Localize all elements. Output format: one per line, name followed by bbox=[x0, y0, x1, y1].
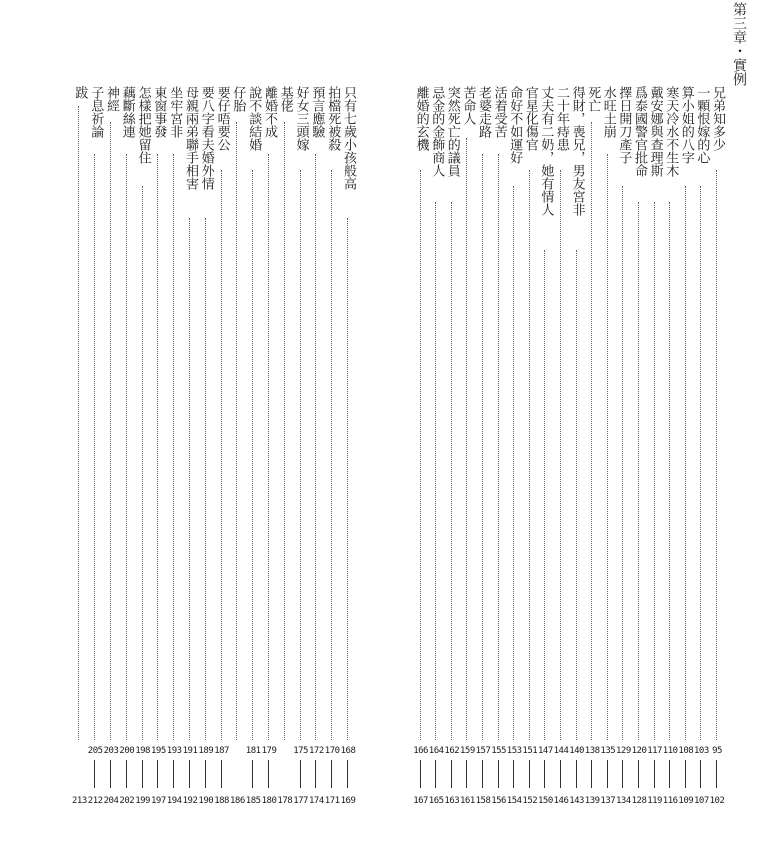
page-start-number: 166 bbox=[413, 746, 428, 756]
toc-entry-title: 只有七歲小孩般高 bbox=[341, 86, 356, 190]
page-end-number: 192 bbox=[182, 796, 198, 806]
page-range-dash bbox=[576, 760, 577, 788]
page-end-number: 134 bbox=[616, 796, 631, 806]
toc-entry-title: 突然死亡的議員 bbox=[444, 86, 460, 177]
page-range-dash bbox=[622, 760, 623, 788]
page-end-number: 161 bbox=[460, 796, 475, 806]
toc-entry-title: 拍檔死被殺 bbox=[325, 86, 341, 151]
page-range-dash bbox=[700, 760, 701, 788]
page-end-number: 177 bbox=[293, 796, 308, 806]
toc-entry-title: 命好不如運好 bbox=[507, 86, 523, 164]
page-range-dash bbox=[189, 760, 190, 788]
toc-entry-title: 藕斷絲連 bbox=[119, 86, 135, 138]
page-end-number: 204 bbox=[103, 796, 119, 806]
dot-leader bbox=[466, 138, 467, 740]
page-range-dash bbox=[157, 760, 158, 788]
page-start-number: 189 bbox=[198, 746, 214, 756]
page-range-dash bbox=[252, 760, 253, 788]
dot-leader bbox=[347, 218, 348, 740]
page-start-number: 168 bbox=[340, 746, 356, 756]
toc-entry-title: 苦命人 bbox=[460, 86, 476, 125]
page-end-number: 102 bbox=[709, 796, 725, 806]
page-end-number: 199 bbox=[135, 796, 150, 806]
page-range-dash bbox=[685, 760, 686, 788]
page-end-number: 116 bbox=[662, 796, 678, 806]
toc-entry-title: 活着受苦 bbox=[491, 86, 507, 138]
page-range-dash bbox=[142, 760, 143, 788]
page-start-number: 110 bbox=[662, 746, 678, 756]
toc-entry-title: 爲泰國警官批命 bbox=[632, 86, 647, 177]
page-end-number: 213 bbox=[72, 796, 87, 806]
page-start-number: 135 bbox=[600, 746, 616, 756]
page-end-number: 139 bbox=[584, 796, 600, 806]
toc-entry-title: 算小姐的八字 bbox=[678, 86, 694, 164]
toc-entry-title: 丈夫有二奶，她有情人 bbox=[538, 86, 554, 216]
toc-entry-title: 怎樣把她留住 bbox=[135, 86, 151, 164]
dot-leader bbox=[221, 170, 222, 740]
page-start-number: 203 bbox=[103, 746, 119, 756]
page-start-number: 151 bbox=[522, 746, 538, 756]
page-end-number: 150 bbox=[538, 796, 553, 806]
dot-leader bbox=[189, 218, 190, 740]
page-end-number: 190 bbox=[198, 796, 214, 806]
toc-entry-title: 離婚的玄機 bbox=[413, 86, 429, 151]
dot-leader bbox=[669, 202, 670, 740]
page-end-number: 188 bbox=[214, 796, 229, 806]
dot-leader bbox=[173, 154, 174, 740]
page-start-number: 198 bbox=[135, 746, 150, 756]
toc-entry-title: 得財，喪兄，男友宮非 bbox=[569, 86, 585, 216]
page-range-dash bbox=[173, 760, 174, 788]
toc-entry-title: 擇日開刀產子 bbox=[616, 86, 632, 164]
page-end-number: 154 bbox=[506, 796, 522, 806]
page-range-dash bbox=[669, 760, 670, 788]
page-start-number: 179 bbox=[261, 746, 277, 756]
page-start-number: 153 bbox=[506, 746, 522, 756]
dot-leader bbox=[700, 186, 701, 740]
page-start-number: 138 bbox=[584, 746, 600, 756]
dot-leader bbox=[94, 154, 95, 740]
dot-leader bbox=[451, 202, 452, 740]
page-start-number: 117 bbox=[647, 746, 662, 756]
toc-entry-title: 母親兩弟聯手相害 bbox=[183, 86, 198, 190]
page-start-number: 195 bbox=[151, 746, 166, 756]
page-end-number: 194 bbox=[166, 796, 182, 806]
page-range-dash bbox=[560, 760, 561, 788]
toc-entry-title: 兄弟知多少 bbox=[710, 86, 725, 151]
dot-leader bbox=[654, 202, 655, 740]
page-range-dash bbox=[110, 760, 111, 788]
toc-entry-title: 跋 bbox=[72, 86, 88, 99]
page-start-number: 172 bbox=[309, 746, 324, 756]
page-range-dash bbox=[654, 760, 655, 788]
dot-leader bbox=[435, 202, 436, 740]
toc-entry-title: 戴安娜與查理斯 bbox=[647, 86, 663, 177]
toc-entry-title: 一顆恨嫁的心 bbox=[694, 86, 710, 164]
toc-entry-title: 基佬 bbox=[277, 86, 293, 112]
toc-entry bbox=[411, 0, 431, 857]
page-start-number: 193 bbox=[166, 746, 182, 756]
page-end-number: 202 bbox=[119, 796, 135, 806]
page-range-dash bbox=[205, 760, 206, 788]
dot-leader bbox=[560, 170, 561, 740]
dot-leader bbox=[205, 218, 206, 740]
page-start-number: 200 bbox=[119, 746, 135, 756]
toc-entry-title: 東窗事發 bbox=[151, 86, 167, 138]
toc-entry-title: 仔胎 bbox=[230, 86, 246, 112]
page-start-number: 191 bbox=[182, 746, 198, 756]
page-start-number: 164 bbox=[428, 746, 444, 756]
page-start-number: 157 bbox=[475, 746, 491, 756]
page-end-number: 180 bbox=[261, 796, 277, 806]
dot-leader bbox=[331, 170, 332, 740]
page-end-number: 143 bbox=[569, 796, 584, 806]
page-range-dash bbox=[94, 760, 95, 788]
page-range-dash bbox=[513, 760, 514, 788]
page-end-number: 156 bbox=[491, 796, 506, 806]
page-start-number: 205 bbox=[87, 746, 103, 756]
page-start-number: 175 bbox=[293, 746, 308, 756]
page-range-dash bbox=[716, 760, 717, 788]
page-start-number: 181 bbox=[245, 746, 261, 756]
page-range-dash bbox=[591, 760, 592, 788]
toc-entry-title: 要仔唔要公 bbox=[214, 86, 230, 151]
page-end-number: 197 bbox=[151, 796, 166, 806]
page-range-dash bbox=[435, 760, 436, 788]
toc-entry-title: 好女三頭嫁 bbox=[293, 86, 309, 151]
page-end-number: 186 bbox=[230, 796, 245, 806]
page-range-dash bbox=[451, 760, 452, 788]
toc-entry-title: 二十年痔患 bbox=[554, 86, 569, 151]
dot-leader bbox=[622, 186, 623, 740]
dot-leader bbox=[685, 186, 686, 740]
page-range-dash bbox=[544, 760, 545, 788]
toc-entry-title: 寒天冷水不生木 bbox=[663, 86, 679, 177]
toc-entry-title: 死亡 bbox=[585, 86, 601, 112]
page-range-dash bbox=[300, 760, 301, 788]
dot-leader bbox=[157, 154, 158, 740]
page-range-dash bbox=[331, 760, 332, 788]
page-end-number: 152 bbox=[522, 796, 538, 806]
page-end-number: 169 bbox=[340, 796, 356, 806]
dot-leader bbox=[126, 154, 127, 740]
page-range-dash bbox=[498, 760, 499, 788]
chapter-heading: 第三章・實例 bbox=[731, 2, 747, 86]
page-range-dash bbox=[420, 760, 421, 788]
page-end-number: 163 bbox=[444, 796, 460, 806]
dot-leader bbox=[498, 154, 499, 740]
page-end-number: 167 bbox=[413, 796, 428, 806]
page-start-number: 147 bbox=[538, 746, 553, 756]
page-start-number: 120 bbox=[631, 746, 647, 756]
page-end-number: 178 bbox=[277, 796, 293, 806]
page-end-number: 165 bbox=[428, 796, 444, 806]
page-start-number: 103 bbox=[694, 746, 709, 756]
page-range-dash bbox=[347, 760, 348, 788]
page-range-dash bbox=[607, 760, 608, 788]
toc-entry-title: 官星化傷官 bbox=[522, 86, 538, 151]
page-start-number: 129 bbox=[616, 746, 631, 756]
page-end-number: 107 bbox=[694, 796, 709, 806]
page-end-number: 146 bbox=[553, 796, 569, 806]
dot-leader bbox=[78, 106, 79, 740]
page-start-number: 108 bbox=[678, 746, 694, 756]
dot-leader bbox=[638, 202, 639, 740]
dot-leader bbox=[284, 122, 285, 740]
page-range-dash bbox=[268, 760, 269, 788]
dot-leader bbox=[420, 170, 421, 740]
page-start-number: 170 bbox=[324, 746, 340, 756]
dot-leader bbox=[315, 154, 316, 740]
dot-leader bbox=[544, 250, 545, 740]
page-start-number: 144 bbox=[553, 746, 569, 756]
dot-leader bbox=[110, 122, 111, 740]
page-end-number: 128 bbox=[631, 796, 647, 806]
page-end-number: 158 bbox=[475, 796, 491, 806]
dot-leader bbox=[252, 170, 253, 740]
toc-entry-title: 子息祈論 bbox=[88, 86, 104, 138]
page-end-number: 119 bbox=[647, 796, 662, 806]
toc-entry-title: 水旺土崩 bbox=[600, 86, 616, 138]
page-start-number: 162 bbox=[444, 746, 460, 756]
page-start-number: 187 bbox=[214, 746, 229, 756]
page-range-dash bbox=[482, 760, 483, 788]
dot-leader bbox=[300, 170, 301, 740]
toc-entry-title: 預言應驗 bbox=[309, 86, 325, 138]
dot-leader bbox=[607, 154, 608, 740]
page-range-dash bbox=[638, 760, 639, 788]
page-range-dash bbox=[529, 760, 530, 788]
page-start-number: 155 bbox=[491, 746, 506, 756]
toc-entry-title: 坐牢宮非 bbox=[167, 86, 183, 138]
dot-leader bbox=[576, 250, 577, 740]
toc-entry bbox=[69, 0, 89, 857]
dot-leader bbox=[591, 122, 592, 740]
page-range-dash bbox=[221, 760, 222, 788]
page-start-number: 95 bbox=[712, 746, 722, 756]
toc-entry-title: 老婆走路 bbox=[476, 86, 491, 138]
page-start-number: 140 bbox=[569, 746, 584, 756]
page-range-dash bbox=[126, 760, 127, 788]
toc-entry-title: 忌金的金飾商人 bbox=[429, 86, 445, 177]
dot-leader bbox=[716, 170, 717, 740]
dot-leader bbox=[513, 186, 514, 740]
page-end-number: 171 bbox=[324, 796, 340, 806]
page-end-number: 185 bbox=[245, 796, 261, 806]
toc-entry-title: 神經 bbox=[104, 86, 119, 112]
toc-entry-title: 要八字看夫婚外情 bbox=[198, 86, 214, 190]
page-range-dash bbox=[466, 760, 467, 788]
dot-leader bbox=[268, 154, 269, 740]
dot-leader bbox=[529, 170, 530, 740]
dot-leader bbox=[142, 186, 143, 740]
toc-entry-title: 說不談結婚 bbox=[246, 86, 262, 151]
page-start-number: 159 bbox=[460, 746, 475, 756]
toc-entry-title: 離婚不成 bbox=[262, 86, 277, 138]
page-end-number: 174 bbox=[309, 796, 324, 806]
page-end-number: 212 bbox=[87, 796, 103, 806]
page-end-number: 137 bbox=[600, 796, 616, 806]
page-end-number: 109 bbox=[678, 796, 694, 806]
dot-leader bbox=[482, 154, 483, 740]
dot-leader bbox=[236, 122, 237, 740]
page-range-dash bbox=[315, 760, 316, 788]
